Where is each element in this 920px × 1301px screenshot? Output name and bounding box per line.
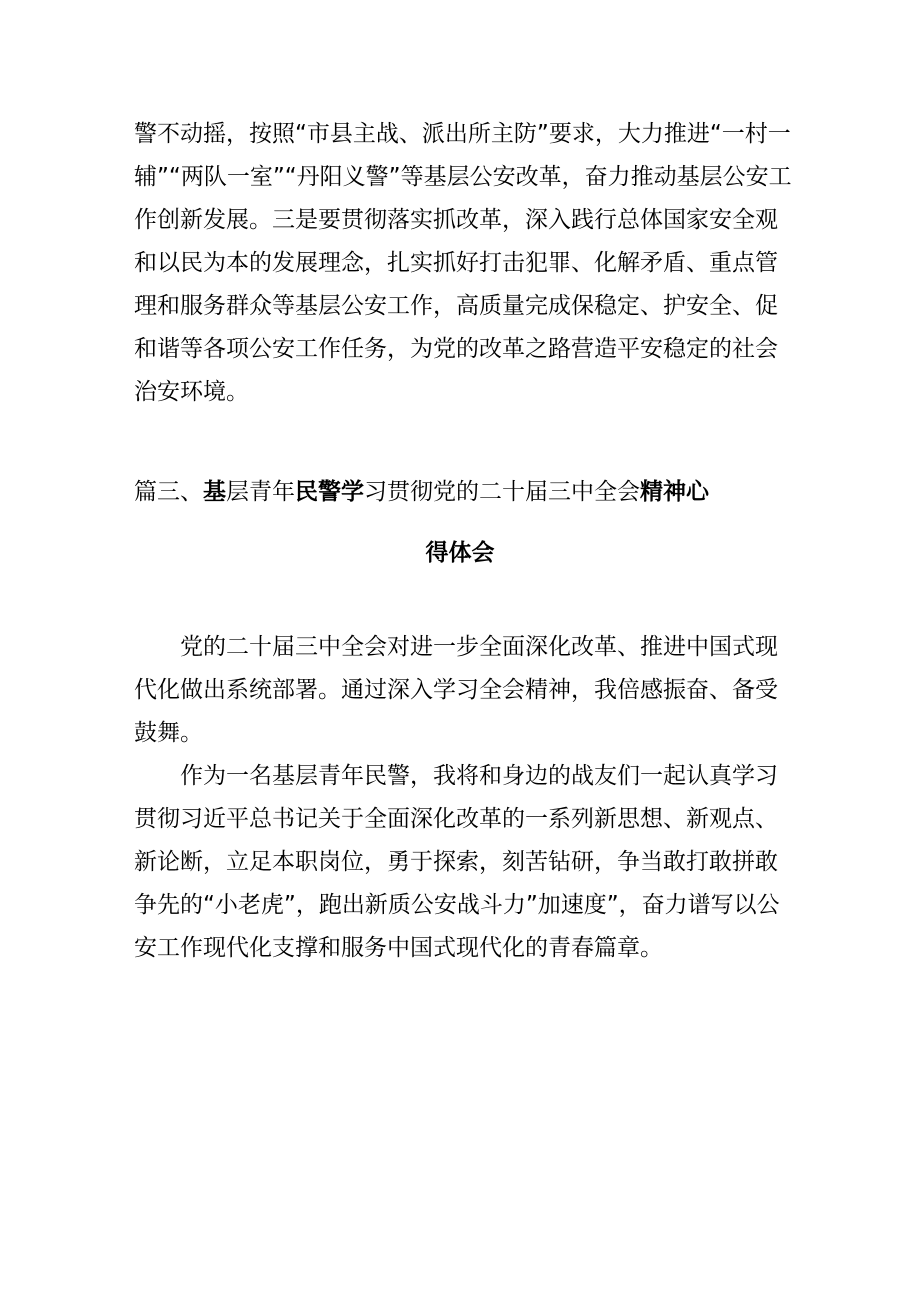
section-heading <box>134 471 794 514</box>
section-heading-line2: 得体会 <box>425 540 495 566</box>
heading-part-bold: 精神心 <box>640 479 709 505</box>
body-paragraph: 党的二十届三中全会对进一步全面深化改革、推进中国式现代化做出系统部署。通过深入学习全会精神，我倍感振奋、备受鼓舞。 <box>134 634 778 746</box>
heading-part-bold: 基 <box>203 479 226 505</box>
heading-part: 篇三、 <box>134 479 203 505</box>
heading-part: 层青年 <box>226 479 295 505</box>
heading-part: 习贯彻党的二十届三中全会 <box>364 479 640 505</box>
continuation-paragraph: 警不动摇，按照“市县主战、派出所主防”要求，大力推进“一村一辅”“两队一室”“丹阳义警”等基层公安改革，奋力推动基层公安工作创新发展。三是要贯彻落实抓改革，深入践行总体国家安全观和以民为本的发展理念，扎实抓好打击犯罪、化解矛盾、重点管理和服务群众等基层公安工作，高质量完成保稳定、护安全、促和谐等各项公安工作任务，为党的改革之路营造平安稳定的社会治安环境。 <box>134 121 792 405</box>
body-paragraph: 作为一名基层青年民警，我将和身边的战友们一起认真学习贯彻习近平总书记关于全面深化改革的一系列新思想、新观点、新论断，立足本职岗位，勇于探索，刻苦钻研，争当敢打敢拼敢争先的“小老虎”，跑出新质公安战斗力”加速度”，奋力谱写以公安工作现代化支撑和服务中国式现代化的青春篇章。 <box>134 763 780 961</box>
heading-part-bold: 民警学 <box>295 479 364 505</box>
